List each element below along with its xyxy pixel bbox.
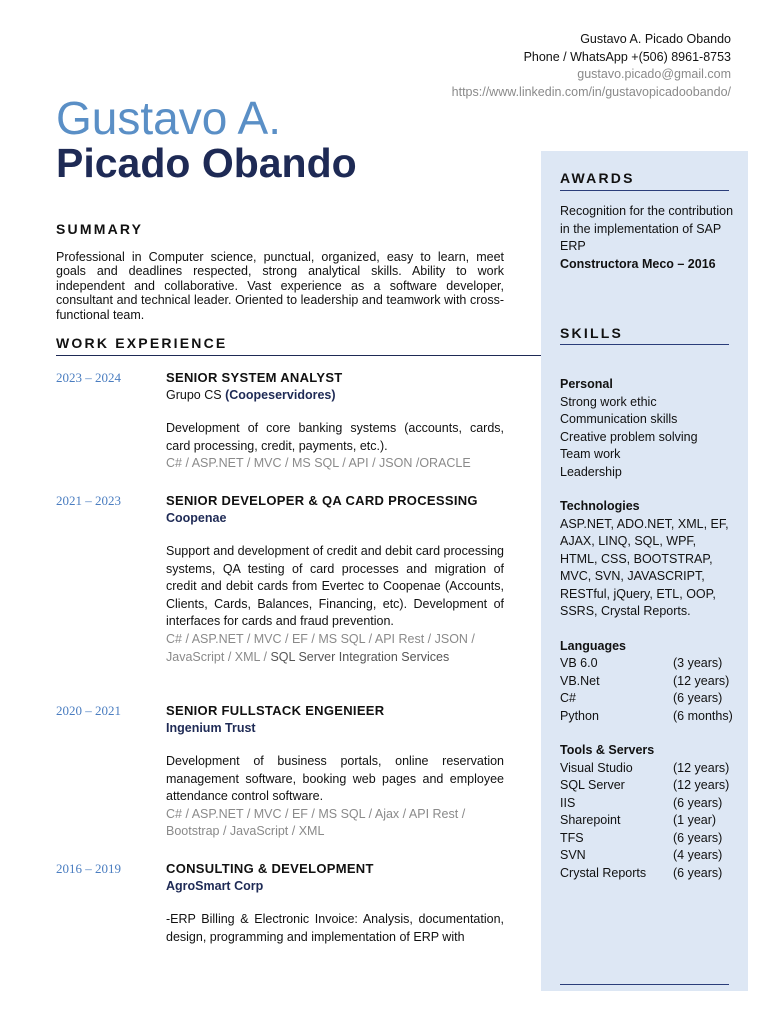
skill-row — [560, 760, 735, 778]
job-body — [166, 860, 504, 946]
skill-row — [560, 847, 735, 865]
skill-name: Visual Studio — [560, 760, 633, 775]
skill-name: VB.Net — [560, 673, 600, 688]
work-experience-divider — [56, 355, 542, 356]
job-dates: 2023 – 2024 — [56, 370, 121, 385]
award-description: Recognition for the contribution in the implementation of SAP ERP — [560, 204, 734, 253]
awards-heading: AWARDS — [560, 170, 635, 186]
sidebar — [541, 151, 748, 991]
first-name: Gustavo A. — [56, 92, 282, 144]
skill-group-languages — [560, 638, 735, 726]
job-company — [166, 386, 504, 404]
skill-years: (6 years) — [673, 795, 723, 810]
skill-row — [560, 777, 735, 795]
job-body — [166, 369, 504, 473]
skill-years: (12 years) — [673, 760, 730, 775]
skill-name: C# — [560, 691, 576, 705]
skill-years: (1 year) — [673, 813, 717, 827]
skill-row — [560, 865, 735, 883]
skill-group-personal — [560, 376, 735, 481]
last-name: Picado Obando — [56, 140, 357, 186]
job-body — [166, 702, 504, 841]
contact-email-link[interactable]: gustavo.picado@gmail.com — [577, 67, 731, 81]
skill-years: (12 years) — [673, 673, 730, 688]
job-title: CONSULTING & DEVELOPMENT — [166, 861, 374, 876]
skill-group-tools — [560, 742, 735, 882]
job-body — [166, 492, 504, 666]
job-description: Support and development of credit and debit card processing systems, QA testing of card processes and migration of credit and debit cards from Evertec to Coopenae (Accounts, Clients, Cards, Balances, Financing, etc). Development of interfaces for cards and fraud prevention. — [166, 544, 504, 629]
job-dates: 2016 – 2019 — [56, 861, 121, 876]
job-company: Coopenae — [166, 511, 227, 525]
skill-group-title: Technologies — [560, 499, 640, 513]
job-dates: 2020 – 2021 — [56, 703, 121, 718]
skill-name: Crystal Reports — [560, 865, 647, 880]
summary-text: Professional in Computer science, punctual, organized, easy to learn, meet goals and deadlines respected, strong analytical skills. Ability to work independent and collaborative. Vast experience as a software developer, consultant and technical leader. Oriented to leadership and teamwork with cross-functional team. — [56, 250, 504, 322]
contact-phone: Phone / WhatsApp +(506) 8961-8753 — [523, 49, 731, 64]
skill-name: IIS — [560, 795, 576, 810]
skill-years: (6 years) — [673, 691, 723, 705]
job-dates: 2021 – 2023 — [56, 493, 121, 508]
job-tech-list: C# / ASP.NET / MVC / EF / MS SQL / API Rest / JSON / JavaScript / XML / — [166, 631, 475, 664]
skill-item: Communication skills — [560, 412, 678, 426]
skill-name: Sharepoint — [560, 813, 621, 827]
job-tech: C# / ASP.NET / MVC / EF / MS SQL / Ajax / API Rest / Bootstrap / JavaScript / XML — [166, 806, 466, 839]
contact-linkedin-link[interactable]: https://www.linkedin.com/in/gustavopicadoobando/ — [451, 84, 731, 99]
skill-name: SQL Server — [560, 778, 625, 792]
skill-item: Creative problem solving — [560, 429, 698, 444]
skills-divider — [560, 344, 729, 345]
skill-name: TFS — [560, 830, 584, 845]
job-description: Development of core banking systems (accounts, cards, card processing, credit, payments, etc.). — [166, 421, 504, 453]
awards-divider — [560, 190, 729, 191]
skill-row — [560, 673, 735, 691]
skill-item: Leadership — [560, 464, 622, 479]
skills-heading: SKILLS — [560, 325, 623, 341]
skill-years: (3 years) — [673, 656, 723, 670]
job-description: -ERP Billing & Electronic Invoice: Analysis, documentation, design, programming and implementation of ERP with — [166, 912, 504, 944]
skill-years: (12 years) — [673, 778, 730, 792]
skill-row — [560, 812, 735, 830]
sidebar-bottom-divider — [560, 984, 729, 985]
skill-row — [560, 655, 735, 673]
skill-name: Python — [560, 708, 599, 723]
skill-group-technologies — [560, 498, 735, 621]
job-title: SENIOR SYSTEM ANALYST — [166, 370, 343, 385]
job-tech — [166, 631, 504, 666]
job-company: AgroSmart Corp — [166, 879, 264, 893]
skill-row — [560, 830, 735, 848]
skill-years: (4 years) — [673, 848, 723, 862]
company-name: Grupo CS — [166, 388, 222, 402]
company-extra: (Coopeservidores) — [225, 388, 336, 402]
skill-years: (6 years) — [673, 865, 723, 880]
skill-group-title: Tools & Servers — [560, 743, 655, 757]
award-entry — [560, 203, 735, 273]
contact-block — [452, 31, 731, 101]
skill-name: SVN — [560, 848, 586, 862]
skill-group-title: Personal — [560, 377, 613, 391]
job-tech-extra: SQL Server Integration Services — [270, 649, 450, 664]
award-highlight: Constructora Meco – 2016 — [560, 256, 716, 271]
job-title: SENIOR FULLSTACK ENGENIEER — [166, 703, 385, 718]
skill-row — [560, 690, 735, 708]
technologies-text: ASP.NET, ADO.NET, XML, EF, AJAX, LINQ, SQL, WPF, HTML, CSS, BOOTSTRAP, MVC, SVN, JAVASCRIPT, RESTful, jQuery, ETL, OOP, SSRS, Crystal Reports. — [560, 516, 729, 618]
work-experience-heading: WORK EXPERIENCE — [56, 335, 228, 351]
summary-heading: SUMMARY — [56, 221, 144, 237]
skill-years: (6 years) — [673, 830, 723, 845]
skill-row — [560, 795, 735, 813]
skills-list — [560, 376, 735, 899]
contact-name: Gustavo A. Picado Obando — [580, 32, 731, 46]
job-tech: C# / ASP.NET / MVC / MS SQL / API / JSON /ORACLE — [166, 456, 471, 471]
skill-group-title: Languages — [560, 638, 626, 653]
skill-row — [560, 708, 735, 726]
skill-item: Team work — [560, 447, 621, 461]
skill-item: Strong work ethic — [560, 394, 657, 409]
job-company: Ingenium Trust — [166, 721, 256, 735]
job-title: SENIOR DEVELOPER & QA CARD PROCESSING — [166, 493, 478, 508]
skill-years: (6 months) — [673, 708, 733, 723]
skill-name: VB 6.0 — [560, 656, 598, 670]
job-description: Development of business portals, online reservation management software, booking web pages and employee attendance control software. — [166, 754, 504, 804]
